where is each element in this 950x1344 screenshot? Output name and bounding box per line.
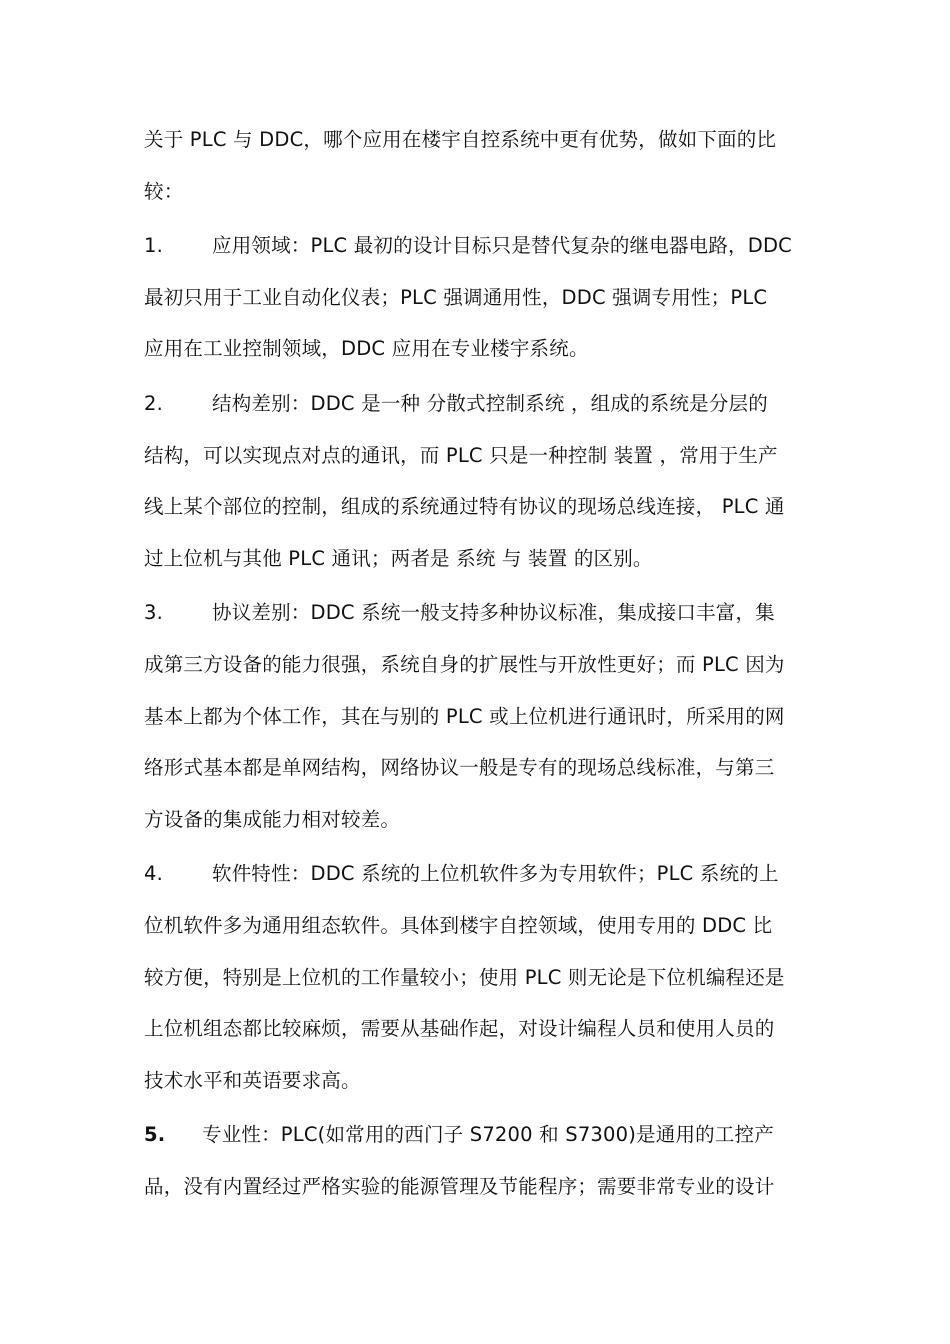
list-item-2-line: 结构，可以实现点对点的通讯，而 PLC 只是一种控制 装置 ，常用于生产 <box>144 443 778 467</box>
list-item-1-line: 最初只用于工业自动化仪表；PLC 强调通用性，DDC 强调专用性；PLC <box>144 285 768 309</box>
item-number: 3. <box>144 601 164 625</box>
item-text: 软件特性：DDC 系统的上位机软件多为专用软件；PLC 系统的上 <box>212 862 779 886</box>
list-item-5-line: 品，没有内置经过严格实验的能源管理及节能程序；需要非常专业的设计 <box>144 1174 775 1198</box>
list-item-4-line: 较方便，特别是上位机的工作量较小；使用 PLC 则无论是下位机编程还是 <box>144 965 785 989</box>
item-number: 4. <box>144 862 164 886</box>
list-item-1-line <box>144 220 812 272</box>
item-text: 结构差别：DDC 是一种 分散式控制系统 ，组成的系统是分层的 <box>212 391 768 415</box>
item-number: 5. <box>144 1123 166 1147</box>
list-item-3-line: 基本上都为个体工作，其在与别的 PLC 或上位机进行通讯时，所采用的网 <box>144 704 785 728</box>
item-number: 2. <box>144 391 164 415</box>
item-text: 协议差别：DDC 系统一般支持多种协议标准，集成接口丰富，集 <box>212 601 775 625</box>
list-item-4-line <box>144 848 812 900</box>
list-item-2-line: 过上位机与其他 PLC 通讯；两者是 系统 与 装置 的区别。 <box>144 546 653 570</box>
item-text: 应用领域：PLC 最初的设计目标只是替代复杂的继电器电路，DDC <box>212 234 792 258</box>
intro-line: 关于 PLC 与 DDC，哪个应用在楼宇自控系统中更有优势，做如下面的比 <box>144 128 777 151</box>
list-item-1-line: 应用在工业控制领域，DDC 应用在专业楼宇系统。 <box>144 337 589 361</box>
list-item-3-line <box>144 587 812 639</box>
list-item-3-line: 方设备的集成能力相对较差。 <box>144 807 401 831</box>
document-body <box>144 114 812 1212</box>
list-item-5-line <box>144 1109 812 1161</box>
list-item-3-line: 成第三方设备的能力很强，系统自身的扩展性与开放性更好；而 PLC 因为 <box>144 652 785 676</box>
list-item-4-line: 技术水平和英语要求高。 <box>144 1068 361 1092</box>
list-item-3-line: 络形式基本都是单网结构，网络协议一般是专有的现场总线标准，与第三 <box>144 756 775 780</box>
list-item-4-line: 上位机组态都比较麻烦，需要从基础作起，对设计编程人员和使用人员的 <box>144 1017 775 1041</box>
item-text: 专业性：PLC(如常用的西门子 S7200 和 S7300)是通用的工控产 <box>202 1123 774 1147</box>
item-number: 1. <box>144 234 164 258</box>
list-item-2-line <box>144 378 812 430</box>
list-item-4-line: 位机软件多为通用组态软件。具体到楼宇自控领域，使用专用的 DDC 比 <box>144 913 773 937</box>
intro-line: 较： <box>144 179 184 203</box>
list-item-2-line: 线上某个部位的控制，组成的系统通过特有协议的现场总线连接， PLC 通 <box>144 495 785 519</box>
